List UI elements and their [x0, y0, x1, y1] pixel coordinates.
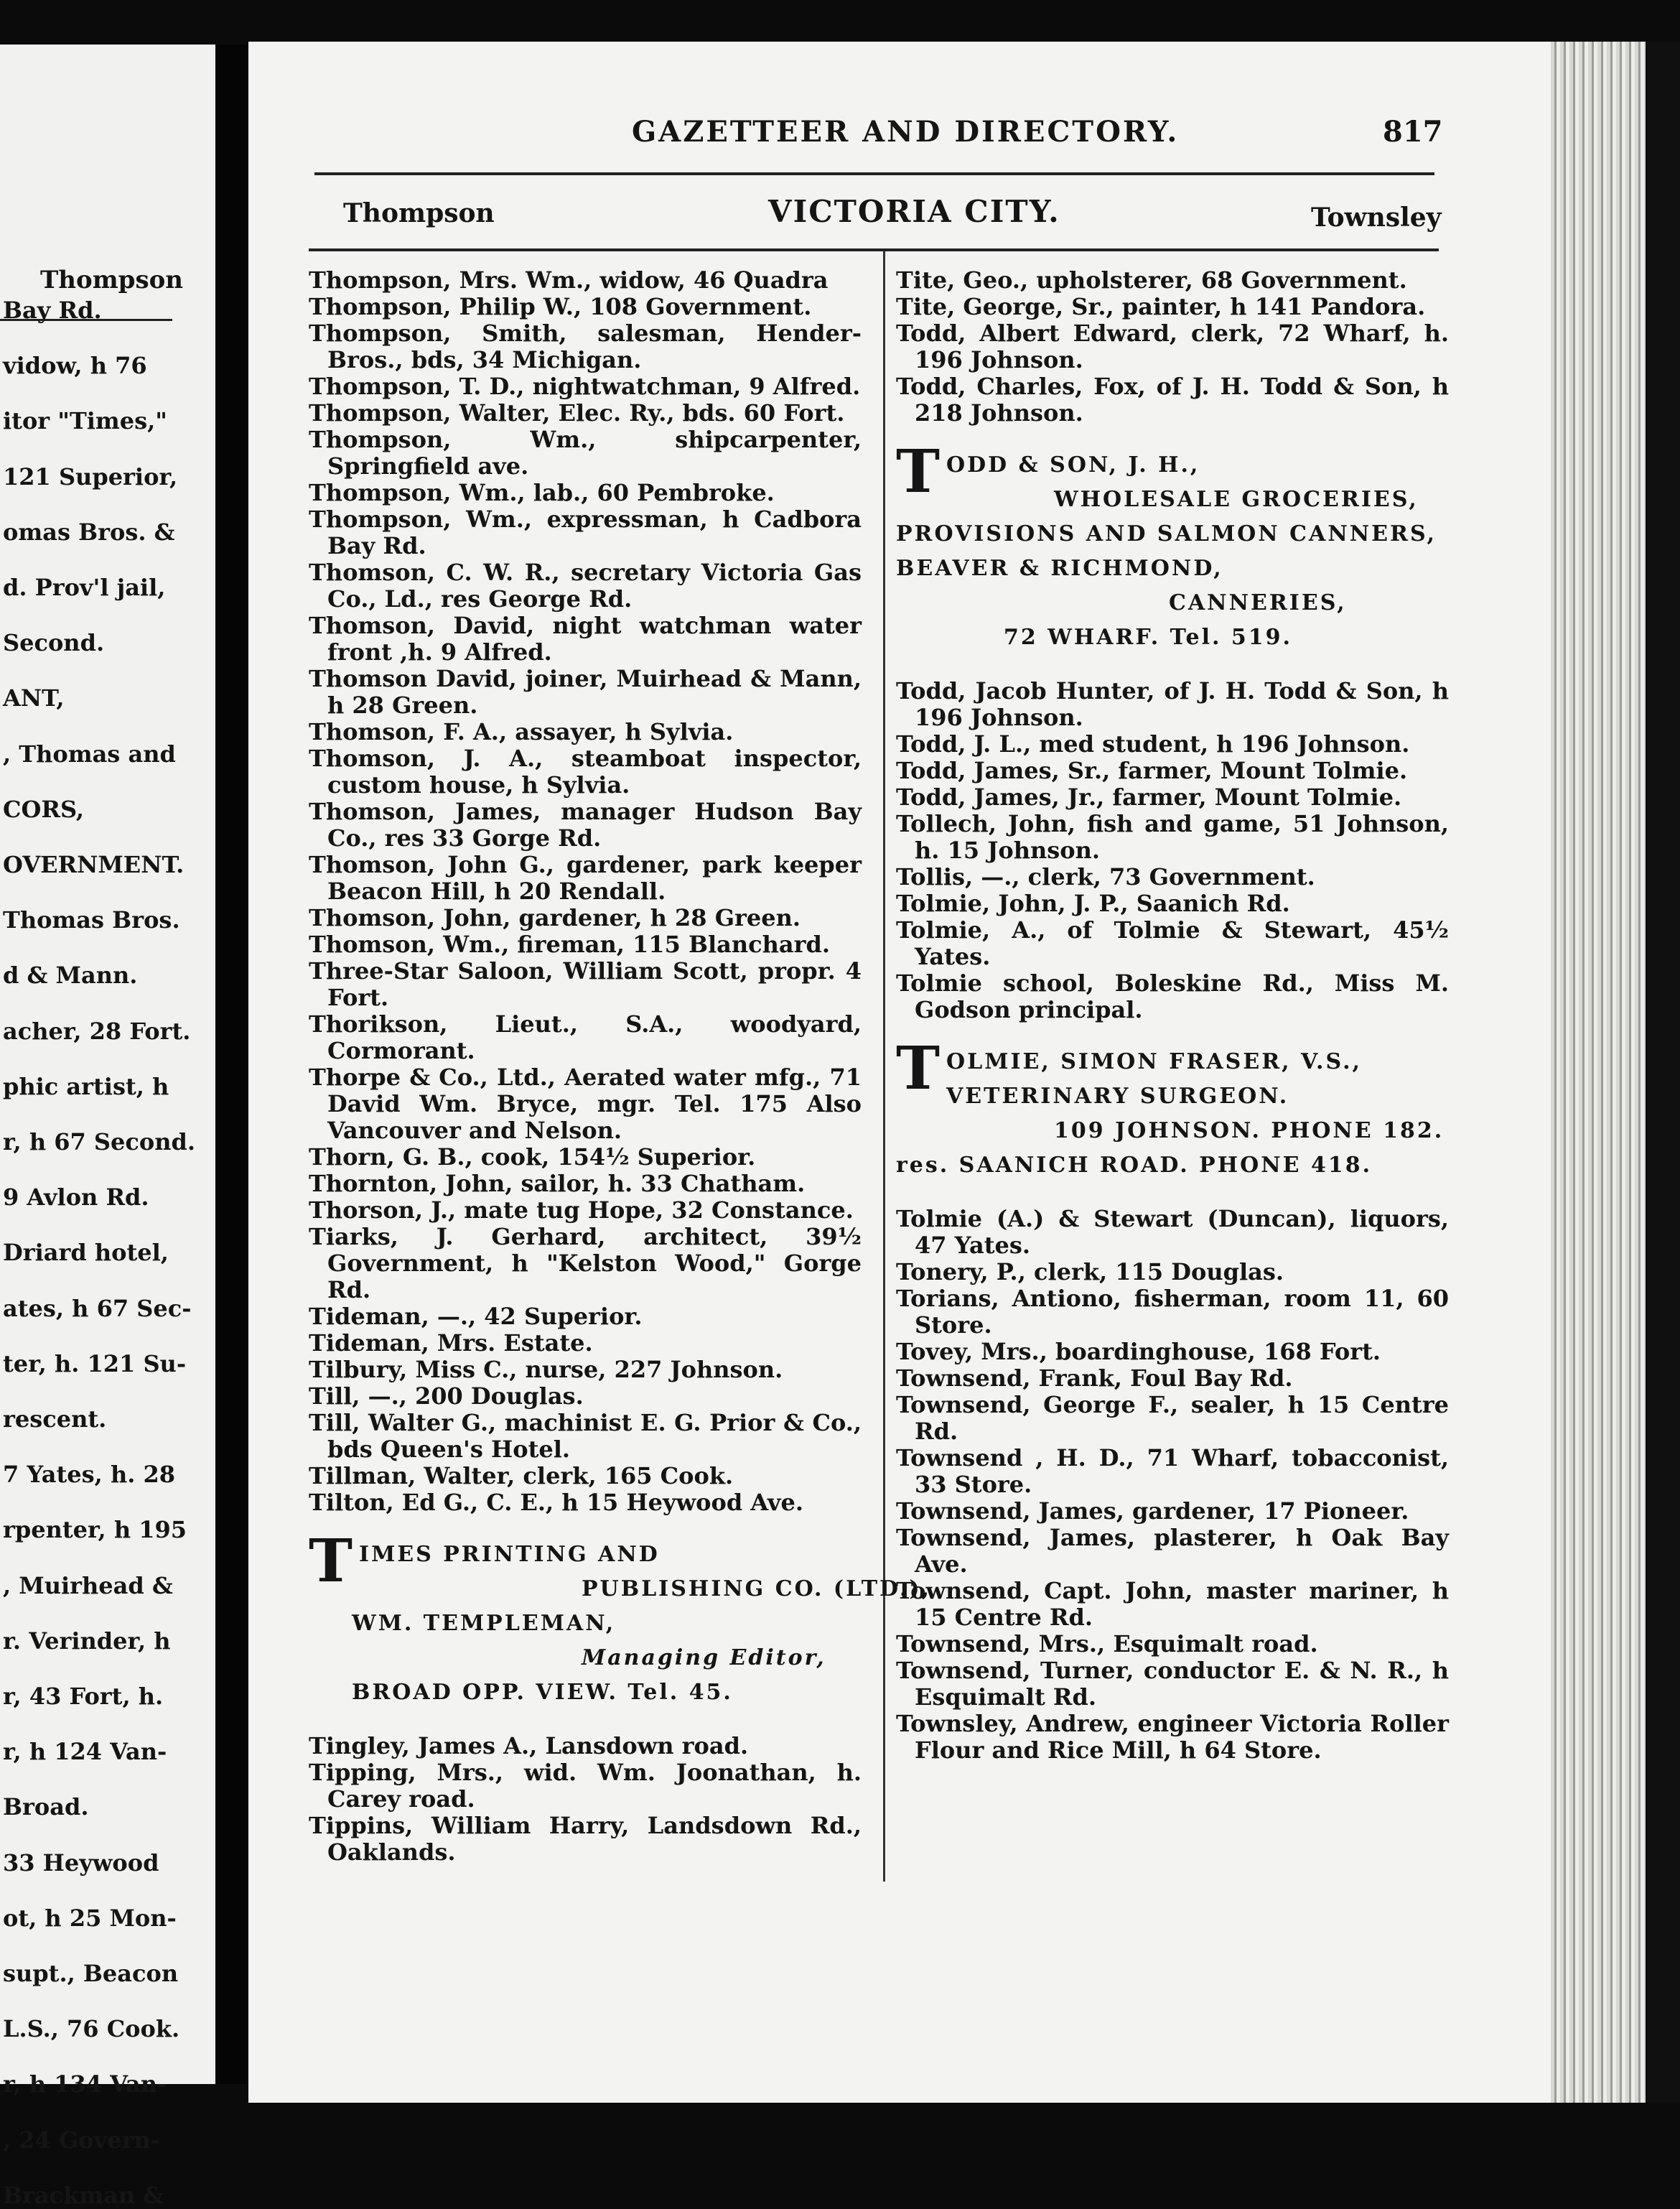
- directory-entry: Till, Walter G., machinist E. G. Prior & Co., bds Queen's Hotel.: [309, 1409, 862, 1463]
- todd-and-son-ad: [896, 437, 1449, 655]
- page-number: 817: [1383, 115, 1443, 149]
- book-gutter: [215, 45, 248, 2084]
- ad-line: 72 WHARF. Tel. 519.: [1004, 625, 1292, 650]
- directory-entry: Tilbury, Miss C., nurse, 227 Johnson.: [309, 1356, 783, 1383]
- ad-line: ODD & SON, J. H.,: [946, 452, 1200, 478]
- previous-page-fragment: Thomas Bros.: [3, 906, 180, 934]
- directory-entry: Thomson, J. A., steamboat inspector, custom house, h Sylvia.: [309, 745, 862, 799]
- directory-entry: Thompson, Smith, salesman, Hender-Bros., bds, 34 Michigan.: [309, 320, 862, 373]
- previous-page-fragment: rpenter, h 195: [3, 1516, 187, 1543]
- previous-page-fragment: L.S., 76 Cook.: [3, 2015, 180, 2042]
- previous-page-fragment: acher, 28 Fort.: [3, 1018, 191, 1045]
- previous-page-fragment: ates, h 67 Sec-: [3, 1295, 192, 1322]
- page-title: GAZETTEER AND DIRECTORY.: [632, 115, 1180, 149]
- directory-entry: Todd, Jacob Hunter, of J. H. Todd & Son, h 196 Johnson.: [896, 677, 1449, 731]
- previous-page-fragment: r, 43 Fort, h.: [3, 1683, 164, 1710]
- right-entries-middle: [896, 678, 1449, 1023]
- previous-page-fragment: rescent.: [3, 1405, 107, 1433]
- ad-line: WHOLESALE GROCERIES,: [1054, 487, 1419, 512]
- previous-page-fragment: 33 Heywood: [3, 1849, 159, 1877]
- directory-entry: Tollis, —., clerk, 73 Government.: [896, 863, 1315, 890]
- directory-entry: Tideman, Mrs. Estate.: [309, 1329, 593, 1357]
- directory-entry: Thompson, Mrs. Wm., widow, 46 Quadra: [309, 266, 829, 294]
- directory-entry: Thorikson, Lieut., S.A., woodyard, Cormorant.: [309, 1010, 862, 1064]
- left-entries-top: [309, 267, 862, 1516]
- previous-page-fragment: r, h 67 Second.: [3, 1128, 195, 1155]
- previous-page-fragment: OVERNMENT.: [3, 851, 185, 878]
- previous-page-running-head: Thompson: [40, 266, 183, 294]
- previous-page-fragment: Bay Rd.: [3, 297, 102, 324]
- directory-entry: Thornton, John, sailor, h. 33 Chatham.: [309, 1170, 806, 1197]
- ad-line: IMES PRINTING AND: [359, 1542, 660, 1567]
- directory-entry: Thomson, David, night watchman water front ,h. 9 Alfred.: [309, 612, 862, 666]
- directory-entry: Tolmie, A., of Tolmie & Stewart, 45½ Yates.: [896, 916, 1449, 970]
- previous-page-fragment: d. Prov'l jail,: [3, 574, 166, 601]
- previous-page-fragment: vidow, h 76: [3, 352, 147, 379]
- directory-entry: Thomson, F. A., assayer, h Sylvia.: [309, 718, 734, 745]
- previous-page-fragment: ot, h 25 Mon-: [3, 1905, 177, 1932]
- directory-entry: Townsend, James, gardener, 17 Pioneer.: [896, 1497, 1409, 1525]
- directory-entry: Townsend, Frank, Foul Bay Rd.: [896, 1364, 1293, 1392]
- previous-page-fragment: , 24 Govern-: [3, 2126, 160, 2154]
- directory-entry: Townsend , H. D., 71 Wharf, tobacconist, 33 Store.: [896, 1444, 1449, 1498]
- section-rule: [309, 248, 1439, 251]
- left-column: [309, 266, 932, 1866]
- directory-entry: Tovey, Mrs., boardinghouse, 168 Fort.: [896, 1338, 1381, 1365]
- directory-entry: Thomson, John, gardener, h 28 Green.: [309, 904, 801, 931]
- previous-page-fragment: 121 Superior,: [3, 463, 178, 490]
- previous-page-fragment: , Thomas and: [3, 740, 176, 768]
- ad-line: WM. TEMPLEMAN,: [352, 1611, 616, 1636]
- directory-entry: Tiarks, J. Gerhard, architect, 39½ Government, h "Kelston Wood," Gorge Rd.: [309, 1223, 862, 1303]
- previous-page-fragment: ter, h. 121 Su-: [3, 1350, 187, 1377]
- directory-entry: Thomson, Wm., fireman, 115 Blanchard.: [309, 931, 831, 958]
- ad-line: res. SAANICH ROAD. PHONE 418.: [896, 1153, 1373, 1178]
- ad-dropcap: T: [309, 1527, 354, 1596]
- previous-page-fragment: Brackman &: [3, 2182, 164, 2209]
- directory-entry: Thomson, C. W. R., secretary Victoria Gas Co., Ld., res George Rd.: [309, 559, 862, 613]
- directory-entry: Torians, Antiono, fisherman, room 11, 60 Store.: [896, 1285, 1449, 1339]
- previous-page-fragment: Second.: [3, 629, 105, 656]
- directory-entry: Tippins, William Harry, Landsdown Rd., Oaklands.: [309, 1812, 862, 1866]
- directory-entry: Townsley, Andrew, engineer Victoria Roller Flour and Rice Mill, h 64 Store.: [896, 1710, 1449, 1764]
- previous-page-fragment: 7 Yates, h. 28: [3, 1461, 176, 1488]
- directory-entry: Townsend, Mrs., Esquimalt road.: [896, 1630, 1318, 1657]
- directory-entry: Townsend, James, plasterer, h Oak Bay Ave.: [896, 1524, 1449, 1578]
- header-rule: [314, 172, 1434, 175]
- ad-line: OLMIE, SIMON FRASER, V.S.,: [946, 1049, 1362, 1074]
- ad-dropcap: T: [896, 1034, 941, 1103]
- guide-word-left: Thompson: [343, 198, 495, 228]
- directory-entry: Three-Star Saloon, William Scott, propr. 4 Fort.: [309, 957, 862, 1011]
- page-edges: [1551, 42, 1646, 2103]
- directory-entry: Tolmie school, Boleskine Rd., Miss M. Godson principal.: [896, 969, 1449, 1023]
- ad-dropcap: T: [896, 437, 941, 506]
- previous-page-fragment: 9 Avlon Rd.: [3, 1183, 149, 1211]
- guide-word-right: Townsley: [1311, 203, 1442, 233]
- ad-line: BEAVER & RICHMOND,: [896, 556, 1223, 581]
- ad-line: PROVISIONS AND SALMON CANNERS,: [896, 521, 1437, 547]
- directory-entry: Tipping, Mrs., wid. Wm. Joonathan, h. Carey road.: [309, 1759, 862, 1813]
- directory-entry: Thompson, Wm., expressman, h Cadbora Bay Rd.: [309, 506, 862, 559]
- previous-page-fragment: phic artist, h: [3, 1073, 169, 1100]
- ad-line: Managing Editor,: [582, 1645, 826, 1670]
- tolmie-veterinary-ad: [896, 1034, 1449, 1183]
- previous-page-fragment: , Muirhead &: [3, 1572, 173, 1599]
- directory-entry: Tollech, John, fish and game, 51 Johnson, h. 15 Johnson.: [896, 810, 1449, 864]
- ad-line: CANNERIES,: [1169, 590, 1347, 615]
- directory-entry: Todd, Albert Edward, clerk, 72 Wharf, h. 196 Johnson.: [896, 320, 1449, 373]
- directory-entry: Todd, J. L., med student, h 196 Johnson.: [896, 730, 1410, 758]
- directory-entry: Thompson, Walter, Elec. Ry., bds. 60 Fort.: [309, 399, 845, 427]
- previous-page-fragment: CORS,: [3, 796, 85, 823]
- ad-line: VETERINARY SURGEON.: [946, 1084, 1289, 1109]
- right-entries-top: [896, 267, 1449, 427]
- right-column: [896, 267, 1449, 1764]
- directory-entry: Thorn, G. B., cook, 154½ Superior.: [309, 1143, 756, 1171]
- previous-page-fragment: r, h 134 Van-: [3, 2070, 167, 2098]
- directory-entry: Thompson, Philip W., 108 Government.: [309, 293, 812, 320]
- previous-page: [0, 45, 215, 2209]
- previous-page-fragment: omas Bros. &: [3, 518, 175, 546]
- column-divider: [883, 251, 885, 1882]
- directory-entry: Tite, George, Sr., painter, h 141 Pandora.: [896, 293, 1426, 320]
- directory-entry: Todd, James, Sr., farmer, Mount Tolmie.: [896, 757, 1408, 784]
- page-edge-shadow: [1646, 42, 1680, 2103]
- directory-entry: Tonery, P., clerk, 115 Douglas.: [896, 1258, 1284, 1285]
- ad-line: PUBLISHING CO. (LTD.),: [582, 1576, 932, 1601]
- previous-page-fragment: itor "Times,": [3, 407, 167, 434]
- directory-entry: Townsend, Capt. John, master mariner, h 15 Centre Rd.: [896, 1577, 1449, 1631]
- previous-page-fragment: Broad.: [3, 1793, 89, 1820]
- previous-page-fragment: d & Mann.: [3, 962, 138, 989]
- previous-page-fragment: r, h 124 Van-: [3, 1738, 167, 1765]
- previous-page-fragment: supt., Beacon: [3, 1960, 179, 1987]
- ad-line: 109 JOHNSON. PHONE 182.: [1054, 1118, 1445, 1143]
- section-title: VICTORIA CITY.: [768, 194, 1060, 229]
- times-printing-ad: [309, 1527, 932, 1710]
- directory-entry: Thomson, John G., gardener, park keeper Beacon Hill, h 20 Rendall.: [309, 851, 862, 905]
- directory-entry: Todd, Charles, Fox, of J. H. Todd & Son, h 218 Johnson.: [896, 373, 1449, 427]
- ad-line: BROAD OPP. VIEW. Tel. 45.: [352, 1680, 733, 1705]
- directory-entry: Tolmie, John, J. P., Saanich Rd.: [896, 890, 1290, 917]
- directory-entry: Todd, James, Jr., farmer, Mount Tolmie.: [896, 783, 1402, 811]
- directory-entry: Tilton, Ed G., C. E., h 15 Heywood Ave.: [309, 1489, 803, 1516]
- previous-page-fragment: Driard hotel,: [3, 1239, 169, 1266]
- directory-entry: Thomson David, joiner, Muirhead & Mann, h 28 Green.: [309, 665, 862, 719]
- directory-entry: Till, —., 200 Douglas.: [309, 1382, 584, 1410]
- directory-entry: Tolmie (A.) & Stewart (Duncan), liquors, 47 Yates.: [896, 1205, 1449, 1259]
- directory-entry: Tingley, James A., Lansdown road.: [309, 1732, 749, 1759]
- directory-entry: Thompson, Wm., shipcarpenter, Springfield ave.: [309, 426, 862, 480]
- directory-entry: Townsend, George F., sealer, h 15 Centre Rd.: [896, 1391, 1449, 1445]
- directory-entry: Townsend, Turner, conductor E. & N. R., h Esquimalt Rd.: [896, 1657, 1449, 1711]
- directory-entry: Thorpe & Co., Ltd., Aerated water mfg., 71 David Wm. Bryce, mgr. Tel. 175 Also Vancouver and Nelson.: [309, 1064, 862, 1144]
- directory-entry: Tite, Geo., upholsterer, 68 Government.: [896, 266, 1407, 294]
- previous-page-fragment: ANT,: [3, 684, 65, 712]
- right-entries-bottom: [896, 1206, 1449, 1764]
- directory-entry: Thompson, T. D., nightwatchman, 9 Alfred.: [309, 373, 861, 400]
- directory-entry: Thorson, J., mate tug Hope, 32 Constance.: [309, 1196, 854, 1224]
- directory-entry: Thompson, Wm., lab., 60 Pembroke.: [309, 479, 775, 506]
- previous-page-fragment: r. Verinder, h: [3, 1627, 171, 1655]
- left-entries-bottom: [309, 1733, 862, 1866]
- directory-entry: Thomson, James, manager Hudson Bay Co., res 33 Gorge Rd.: [309, 798, 862, 852]
- directory-entry: Tideman, —., 42 Superior.: [309, 1303, 643, 1330]
- directory-entry: Tillman, Walter, clerk, 165 Cook.: [309, 1462, 734, 1489]
